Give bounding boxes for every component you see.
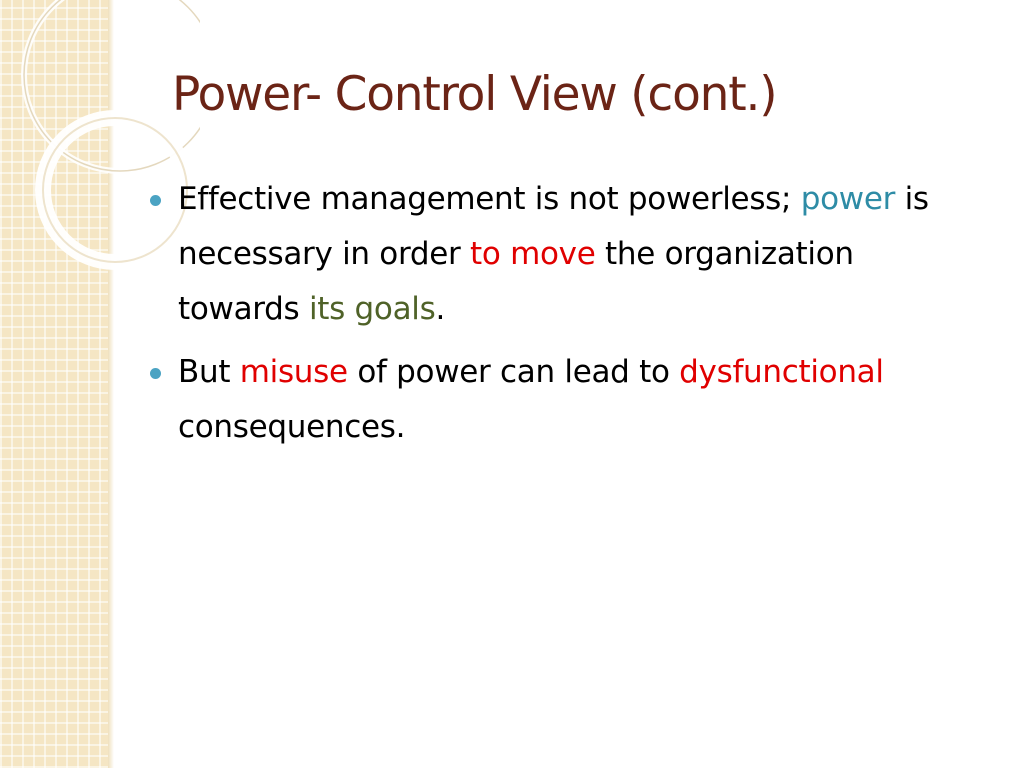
segment: the organization towards xyxy=(178,236,854,327)
segment-highlight: misuse xyxy=(239,354,348,390)
segment-highlight: its goals xyxy=(308,291,436,327)
segment: of power can lead to xyxy=(347,354,680,390)
segment: Effective management is not powerless; xyxy=(178,181,801,217)
bullet-list xyxy=(150,172,980,455)
segment-highlight: to move xyxy=(470,236,596,272)
segment: is necessary in order xyxy=(178,181,929,272)
bullet-item xyxy=(150,172,980,337)
segment-highlight: power xyxy=(800,181,896,217)
segment: . xyxy=(435,291,446,327)
segment: consequences. xyxy=(178,409,406,445)
segment-highlight: dysfunctional xyxy=(679,354,884,390)
bullet-dot-icon xyxy=(150,195,161,206)
bullet-dot-icon xyxy=(150,368,161,379)
slide-title: Power- Control View (cont.) xyxy=(172,67,777,122)
bullet-item xyxy=(150,345,980,455)
segment: But xyxy=(178,354,240,390)
